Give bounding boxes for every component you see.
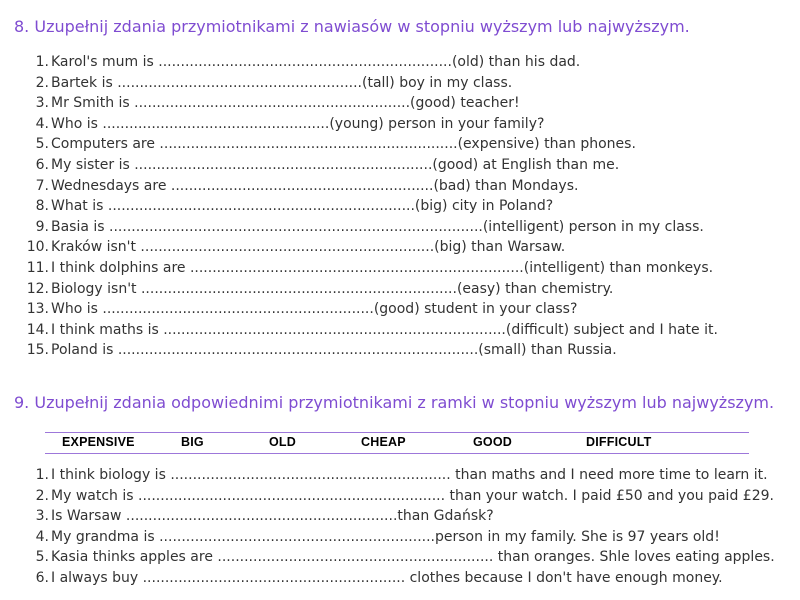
list-item (0, 52, 800, 73)
list-item (0, 176, 800, 197)
item-number: 6. (35, 569, 49, 586)
exercise-8-title: 8. Uzupełnij zdania przymiotnikami z nawiasów w stopniu wyższym lub najwyższym. (14, 17, 690, 36)
list-item (0, 465, 800, 486)
word-box (45, 432, 749, 454)
item-number: 11. (26, 259, 49, 276)
item-text: Poland is .................................................................................(small) than Russia. (51, 342, 617, 359)
list-item (0, 527, 800, 548)
list-item (0, 547, 800, 568)
exercise-9-list (0, 465, 800, 589)
item-text: Is Warsaw .............................................................than Gdańsk? (51, 508, 494, 525)
item-text: Who is ...................................................(young) person in your family? (51, 115, 545, 132)
item-text: Computers are ...................................................................(expensive) than phones. (51, 136, 636, 153)
list-item (0, 73, 800, 94)
item-number: 2. (35, 74, 49, 91)
item-number: 15. (26, 342, 49, 359)
list-item (0, 568, 800, 589)
word-box-item: CHEAP (361, 435, 406, 449)
item-text: I always buy ........................................................... clothes because I don't have enough money. (51, 569, 723, 586)
item-text: Karol's mum is ..................................................................(old) than his dad. (51, 54, 581, 70)
item-text: Kasia thinks apples are .............................................................. than oranges. Shle loves eating apples. (51, 549, 775, 566)
item-number: 14. (26, 321, 49, 338)
list-item (0, 299, 800, 320)
item-text: Mr Smith is ..............................................................(good) teacher! (51, 95, 520, 112)
item-text: Basia is ....................................................................................(intelligent) person in my class. (51, 218, 704, 235)
item-text: I think biology is ............................................................... than maths and I need more time to learn it. (51, 467, 768, 483)
item-number: 4. (35, 115, 49, 132)
item-text: Biology isn't .......................................................................(easy) than chemistry. (51, 280, 614, 297)
list-item (0, 114, 800, 135)
list-item (0, 320, 800, 341)
item-number: 3. (35, 95, 49, 112)
item-number: 9. (35, 218, 49, 235)
item-text: Kraków isn't ..................................................................(big) than Warsaw. (51, 239, 566, 256)
item-number: 2. (35, 487, 49, 504)
item-number: 5. (35, 136, 49, 153)
word-box-item: BIG (181, 435, 204, 449)
item-number: 1. (35, 54, 49, 70)
list-item (0, 486, 800, 507)
exercise-9-title: 9. Uzupełnij zdania odpowiednimi przymiotnikami z ramki w stopniu wyższym lub najwyższym. (14, 393, 775, 412)
list-item (0, 196, 800, 217)
item-text: My grandma is ..............................................................person in my family. She is 97 years old! (51, 528, 720, 545)
item-text: What is .....................................................................(big) city in Poland? (51, 198, 554, 215)
item-text: Wednesdays are ...........................................................(bad) than Mondays. (51, 177, 579, 194)
item-text: My sister is ...................................................................(good) at English than me. (51, 156, 620, 173)
word-box-item: EXPENSIVE (62, 435, 135, 449)
item-number: 5. (35, 549, 49, 566)
item-number: 8. (35, 198, 49, 215)
item-number: 6. (35, 156, 49, 173)
item-text: Bartek is .......................................................(tall) boy in my class. (51, 74, 513, 91)
list-item (0, 506, 800, 527)
item-number: 3. (35, 508, 49, 525)
list-item (0, 237, 800, 258)
list-item (0, 93, 800, 114)
list-item (0, 134, 800, 155)
list-item (0, 217, 800, 238)
word-box-item: DIFFICULT (586, 435, 652, 449)
word-box-item: OLD (269, 435, 296, 449)
item-text: Who is .............................................................(good) student in your class? (51, 301, 578, 318)
item-number: 7. (35, 177, 49, 194)
item-number: 4. (35, 528, 49, 545)
item-number: 13. (26, 301, 49, 318)
word-box-item: GOOD (473, 435, 512, 449)
list-item (0, 155, 800, 176)
item-text: I think dolphins are ...........................................................................(intelligent) than monkeys. (51, 259, 714, 276)
item-number: 12. (26, 280, 49, 297)
item-number: 1. (35, 467, 49, 483)
item-number: 10. (26, 239, 49, 256)
list-item (0, 279, 800, 300)
list-item (0, 340, 800, 361)
exercise-8-list (0, 52, 800, 361)
item-text: I think maths is .............................................................................(difficult) subject and I hate it. (51, 321, 718, 338)
list-item (0, 258, 800, 279)
item-text: My watch is ..................................................................... than your watch. I paid £50 and you paid £29. (51, 487, 774, 504)
